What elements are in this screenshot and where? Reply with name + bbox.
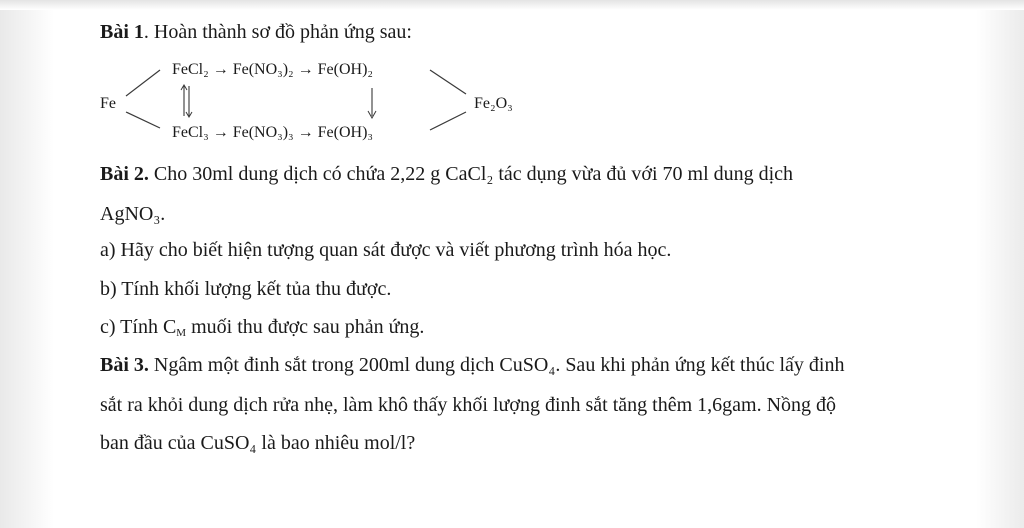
ex3-line-1 [100, 353, 844, 377]
ex2-line-2: AgNO₃. [100, 203, 166, 225]
ex2-part-a: a) Hãy cho biết hiện tượng quan sát được và viết phương trình hóa học. [100, 239, 672, 261]
diagram-end-fe2o3: Fe₂O₃ [474, 95, 513, 112]
ex2-title-bold: Bài 2. [100, 163, 149, 185]
ex3-line1-text: Ngâm một đinh sắt trong 200ml dung dịch CuSO₄. Sau khi phản ứng kết thúc lấy đinh [148, 354, 845, 376]
top-arrow-1: → [212, 61, 229, 78]
diagram-top-row [172, 60, 373, 80]
bottom-arrow-1: → [212, 124, 229, 141]
bottom-feno3-3: Fe(NO₃)₃ [232, 124, 294, 141]
reaction-diagram-lines [0, 0, 1024, 170]
ex2-c-rest: muối thu được sau phản ứng. [186, 316, 425, 338]
bottom-arrow-2: → [297, 124, 314, 141]
ex3-line-2: sắt ra khỏi dung dịch rửa nhẹ, làm khô thấy khối lượng đinh sắt tăng thêm 1,6gam. Nồng độ [100, 394, 837, 416]
ex2-c-start: c) Tính C [100, 316, 177, 338]
ex3-title-bold: Bài 3. [100, 354, 149, 376]
ex3-line-3: ban đầu của CuSO₄ là bao nhiêu mol/l? [100, 432, 416, 454]
top-feoh-2: Fe(OH)₂ [317, 61, 373, 78]
top-feno3-2: Fe(NO₃)₂ [232, 61, 294, 78]
bottom-fecl3: FeCl₃ [172, 124, 209, 141]
bottom-feoh-3: Fe(OH)₃ [317, 124, 373, 141]
top-fecl2: FeCl₂ [172, 61, 209, 78]
ex2-c-sub: M [176, 327, 187, 339]
ex2-line1-text: Cho 30ml dung dịch có chứa 2,22 g CaCl₂ tác dụng vừa đủ với 70 ml dung dịch [148, 163, 794, 185]
ex2-line-1 [100, 162, 793, 186]
ex2-part-b: b) Tính khối lượng kết tủa thu được. [100, 278, 392, 300]
top-arrow-2: → [297, 61, 314, 78]
ex1-title-bold: Bài 1 [100, 21, 144, 43]
diagram-bottom-row [172, 123, 373, 143]
diagram-start-fe: Fe [100, 95, 116, 112]
ex2-part-c [100, 315, 424, 339]
ex1-title-rest: . Hoàn thành sơ đồ phản ứng sau: [143, 21, 412, 43]
